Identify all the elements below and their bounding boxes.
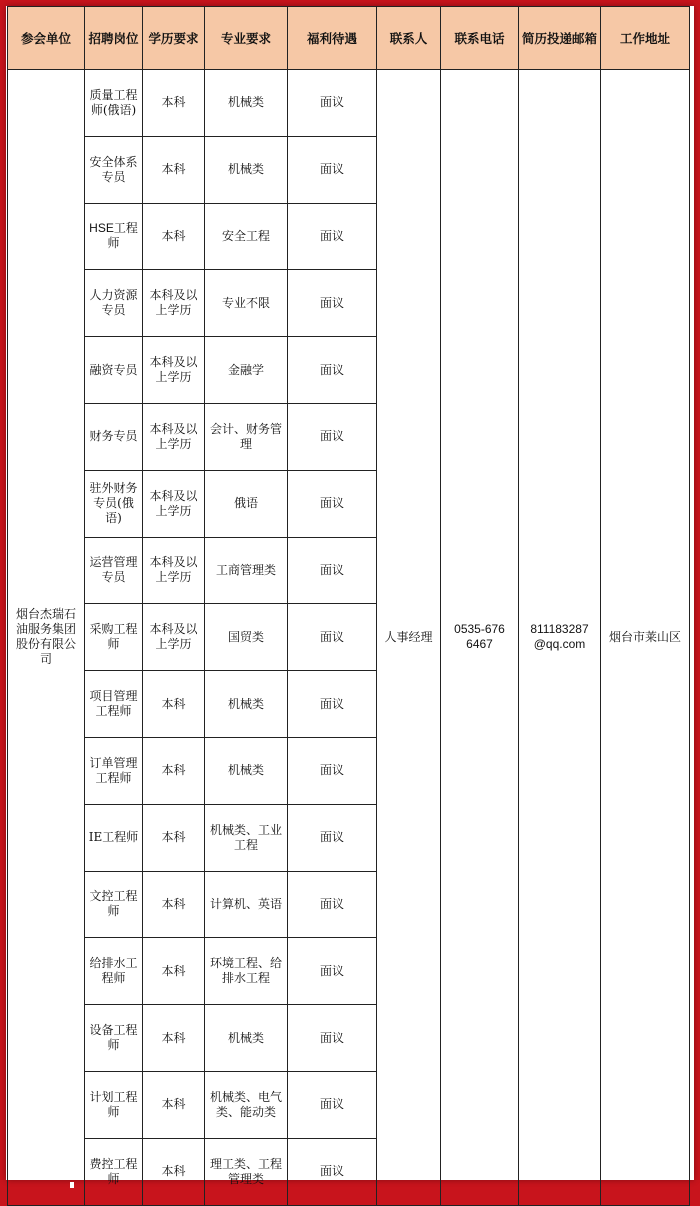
address-cell: 烟台市莱山区 [601,70,690,1206]
education-cell: 本科 [143,1005,205,1072]
position-cell: HSE工程师 [85,203,143,270]
position-cell: 财务专员 [85,403,143,470]
position-cell: 安全体系专员 [85,136,143,203]
header-address: 工作地址 [601,7,690,70]
benefits-cell: 面议 [288,70,377,137]
benefits-cell: 面议 [288,270,377,337]
header-education: 学历要求 [143,7,205,70]
header-position: 招聘岗位 [85,7,143,70]
major-cell: 安全工程 [205,203,288,270]
major-cell: 机械类 [205,136,288,203]
education-cell: 本科及以上学历 [143,270,205,337]
position-cell: 文控工程师 [85,871,143,938]
education-cell: 本科及以上学历 [143,537,205,604]
benefits-cell: 面议 [288,470,377,537]
major-cell: 专业不限 [205,270,288,337]
education-cell: 本科 [143,804,205,871]
position-cell: 采购工程师 [85,604,143,671]
benefits-cell: 面议 [288,1138,377,1205]
position-cell: 给排水工程师 [85,938,143,1005]
major-cell: 机械类、电气类、能动类 [205,1071,288,1138]
major-cell: 机械类 [205,671,288,738]
benefits-cell: 面议 [288,537,377,604]
position-cell: 订单管理工程师 [85,737,143,804]
position-cell: 质量工程师(俄语) [85,70,143,137]
major-cell: 机械类 [205,1005,288,1072]
education-cell: 本科 [143,203,205,270]
education-cell: 本科 [143,136,205,203]
recruitment-table [7,6,690,1206]
company-cell: 烟台杰瑞石油服务集团股份有限公司 [8,70,85,1206]
header-row [8,7,690,70]
bottom-edge-mark [70,1182,74,1188]
position-cell: 融资专员 [85,337,143,404]
major-cell: 机械类 [205,737,288,804]
education-cell: 本科 [143,671,205,738]
benefits-cell: 面议 [288,737,377,804]
benefits-cell: 面议 [288,203,377,270]
header-email: 简历投递邮箱 [519,7,601,70]
phone-cell: 0535-6766467 [441,70,519,1206]
header-company: 参会单位 [8,7,85,70]
major-cell: 会计、财务管理 [205,403,288,470]
education-cell: 本科 [143,871,205,938]
document-frame [6,6,694,1186]
benefits-cell: 面议 [288,671,377,738]
benefits-cell: 面议 [288,804,377,871]
education-cell: 本科 [143,938,205,1005]
position-cell: 驻外财务专员(俄语) [85,470,143,537]
position-cell: 计划工程师 [85,1071,143,1138]
major-cell: 机械类、工业工程 [205,804,288,871]
benefits-cell: 面议 [288,337,377,404]
major-cell: 理工类、工程管理类 [205,1138,288,1205]
education-cell: 本科 [143,1071,205,1138]
position-cell: 费控工程师 [85,1138,143,1205]
education-cell: 本科及以上学历 [143,337,205,404]
benefits-cell: 面议 [288,871,377,938]
major-cell: 国贸类 [205,604,288,671]
education-cell: 本科及以上学历 [143,403,205,470]
major-cell: 环境工程、给排水工程 [205,938,288,1005]
position-cell: 人力资源专员 [85,270,143,337]
header-major: 专业要求 [205,7,288,70]
education-cell: 本科 [143,70,205,137]
header-benefits: 福利待遇 [288,7,377,70]
major-cell: 俄语 [205,470,288,537]
benefits-cell: 面议 [288,1005,377,1072]
position-cell: 项目管理工程师 [85,671,143,738]
major-cell: 计算机、英语 [205,871,288,938]
table-row [8,70,690,137]
position-cell: 设备工程师 [85,1005,143,1072]
benefits-cell: 面议 [288,1071,377,1138]
major-cell: 机械类 [205,70,288,137]
education-cell: 本科及以上学历 [143,470,205,537]
benefits-cell: 面议 [288,403,377,470]
benefits-cell: 面议 [288,136,377,203]
education-cell: 本科及以上学历 [143,604,205,671]
major-cell: 工商管理类 [205,537,288,604]
education-cell: 本科 [143,1138,205,1205]
major-cell: 金融学 [205,337,288,404]
email-cell: 811183287@qq.com [519,70,601,1206]
benefits-cell: 面议 [288,938,377,1005]
benefits-cell: 面议 [288,604,377,671]
position-cell: IE工程师 [85,804,143,871]
education-cell: 本科 [143,737,205,804]
position-cell: 运营管理专员 [85,537,143,604]
header-phone: 联系电话 [441,7,519,70]
contact-cell: 人事经理 [377,70,441,1206]
header-contact: 联系人 [377,7,441,70]
